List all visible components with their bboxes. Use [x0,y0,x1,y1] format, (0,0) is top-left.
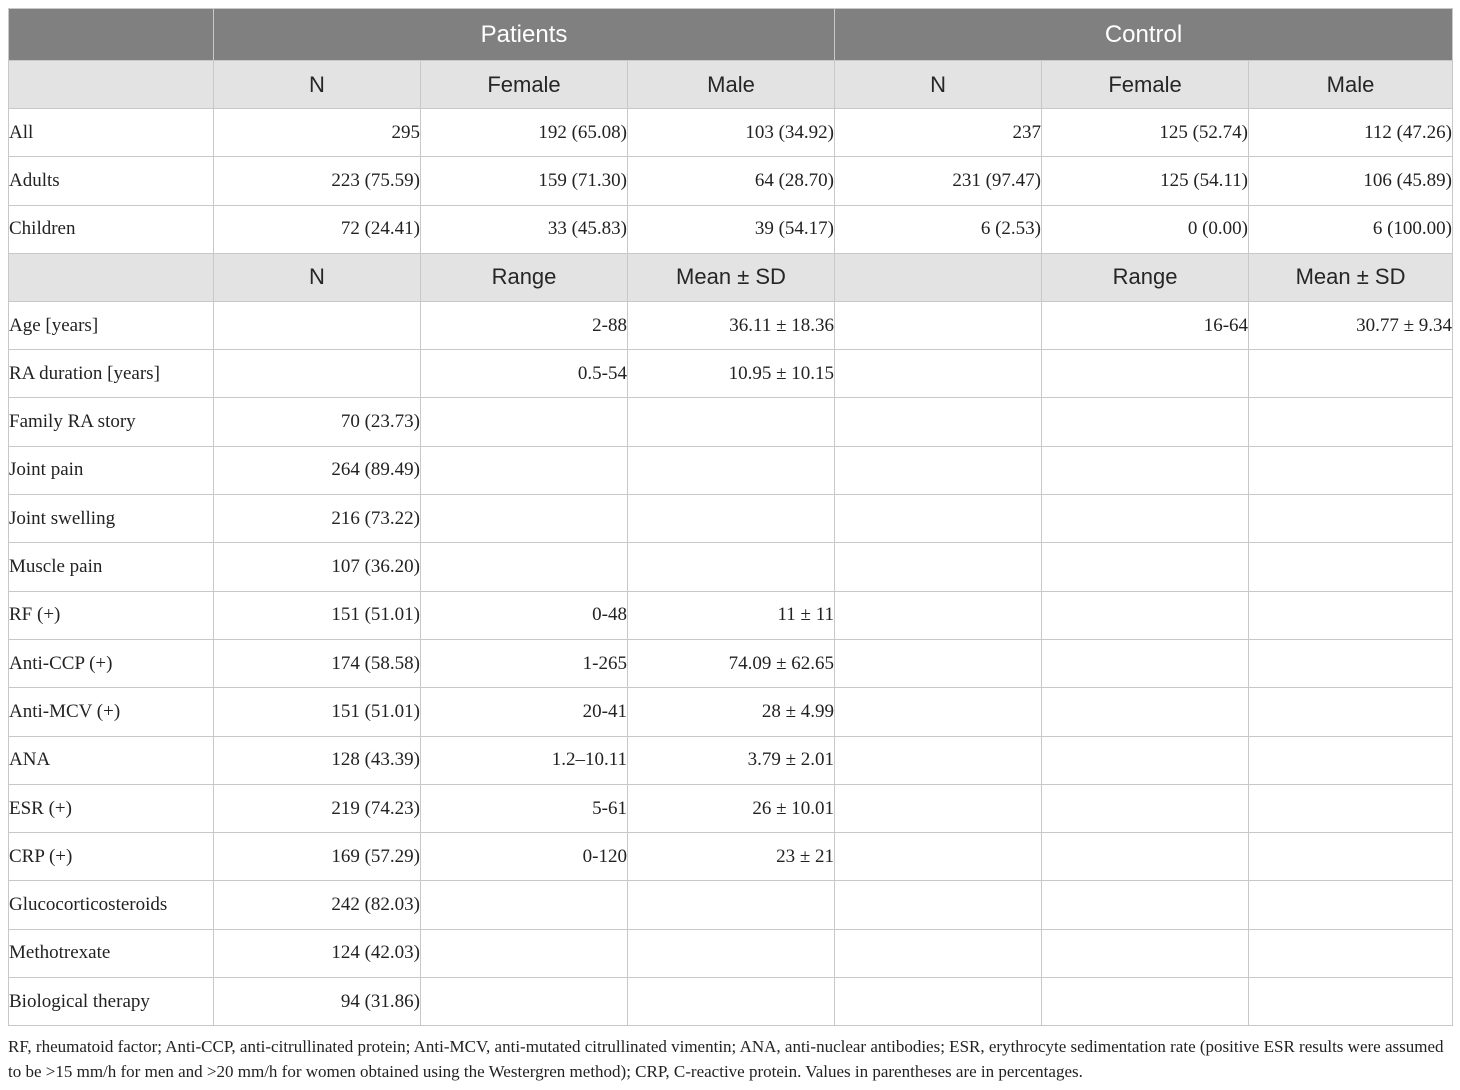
table-cell: 231 (97.47) [835,157,1042,205]
table-cell [835,639,1042,687]
table-cell: 106 (45.89) [1249,157,1453,205]
table-cell [1042,688,1249,736]
table-row [9,784,1453,832]
table-cell: 33 (45.83) [421,205,628,253]
table-cell [1249,350,1453,398]
row-label: RF (+) [9,591,214,639]
table-cell [421,495,628,543]
table-cell [835,446,1042,494]
table-cell: 3.79 ± 2.01 [628,736,835,784]
row-label: Glucocorticosteroids [9,881,214,929]
row-label: Methotrexate [9,929,214,977]
table-cell: 192 (65.08) [421,109,628,157]
table-cell: 0-48 [421,591,628,639]
table-cell [1042,929,1249,977]
column-header: N [835,61,1042,109]
table-cell: 10.95 ± 10.15 [628,350,835,398]
column-header: Range [1042,253,1249,301]
table-row [9,978,1453,1026]
column-header: Male [1249,61,1453,109]
table-cell [835,929,1042,977]
table-cell [1249,736,1453,784]
table-cell [1042,591,1249,639]
table-cell: 16-64 [1042,301,1249,349]
table-cell [1042,350,1249,398]
column-header: Mean ± SD [628,253,835,301]
table-row [9,109,1453,157]
table-cell [1042,398,1249,446]
table-cell [421,543,628,591]
table-cell [835,591,1042,639]
table-cell [421,446,628,494]
group-header-row [9,9,1453,61]
table-cell: 0-120 [421,833,628,881]
table-cell: 1-265 [421,639,628,687]
table-cell [1042,543,1249,591]
row-label: ANA [9,736,214,784]
table-cell: 237 [835,109,1042,157]
table-cell [1042,736,1249,784]
table-cell [1042,833,1249,881]
row-label: Biological therapy [9,978,214,1026]
table-cell [1249,639,1453,687]
column-header: Female [1042,61,1249,109]
table-cell: 0.5-54 [421,350,628,398]
table-cell [835,978,1042,1026]
table-cell [628,881,835,929]
table-cell [1249,929,1453,977]
table-cell [1042,978,1249,1026]
table-cell: 169 (57.29) [214,833,421,881]
table-cell: 70 (23.73) [214,398,421,446]
table-cell: 36.11 ± 18.36 [628,301,835,349]
group-header-patients: Patients [214,9,835,61]
table-cell [1042,881,1249,929]
column-header: Female [421,61,628,109]
row-label: Anti-CCP (+) [9,639,214,687]
column-header: N [214,61,421,109]
table-cell [1249,398,1453,446]
table-cell [835,543,1042,591]
table-cell: 125 (54.11) [1042,157,1249,205]
table-cell [835,398,1042,446]
table-cell: 0 (0.00) [1042,205,1249,253]
table-cell [214,301,421,349]
data-table [8,8,1453,1026]
table-row [9,591,1453,639]
table-cell [835,736,1042,784]
table-cell: 30.77 ± 9.34 [1249,301,1453,349]
row-label: Anti-MCV (+) [9,688,214,736]
table-row [9,350,1453,398]
row-label: Children [9,205,214,253]
table-cell [1249,495,1453,543]
group-header-blank [9,9,214,61]
table-cell: 107 (36.20) [214,543,421,591]
table-row [9,205,1453,253]
table-cell [628,495,835,543]
table-cell [628,543,835,591]
table-cell [1249,688,1453,736]
table-cell: 174 (58.58) [214,639,421,687]
table-row [9,736,1453,784]
column-header [835,253,1042,301]
column-header [9,253,214,301]
table-cell: 264 (89.49) [214,446,421,494]
row-label: CRP (+) [9,833,214,881]
table-cell [421,398,628,446]
table-cell [628,929,835,977]
table-row [9,157,1453,205]
table-cell [628,446,835,494]
column-header: Mean ± SD [1249,253,1453,301]
table-cell: 216 (73.22) [214,495,421,543]
table-cell [628,978,835,1026]
table-cell [835,833,1042,881]
table-footnote: RF, rheumatoid factor; Anti-CCP, anti-citrullinated protein; Anti-MCV, anti-mutated citrullinated vimentin; ANA, anti-nuclear antibodies; ESR, erythrocyte sedimentation rate (positive ESR results were assumed to be >15 mm/h for men and >20 mm/h for women obtained using the Westergren method); CRP, C-reactive protein. Values in parentheses are in percentages. [8,1037,1444,1081]
table-cell [835,784,1042,832]
table-cell: 94 (31.86) [214,978,421,1026]
table-cell [1042,495,1249,543]
table-cell: 112 (47.26) [1249,109,1453,157]
table-row [9,833,1453,881]
table-cell [1249,446,1453,494]
table-cell [628,398,835,446]
table-row [9,495,1453,543]
table-cell [1249,591,1453,639]
table-cell [835,495,1042,543]
table-cell: 6 (100.00) [1249,205,1453,253]
table-row [9,543,1453,591]
table-cell: 74.09 ± 62.65 [628,639,835,687]
table-cell: 1.2–10.11 [421,736,628,784]
table-cell: 159 (71.30) [421,157,628,205]
table-cell [835,688,1042,736]
table-cell: 6 (2.53) [835,205,1042,253]
sub-header-row-counts [9,61,1453,109]
table-row [9,639,1453,687]
column-header: Range [421,253,628,301]
table-cell [1042,639,1249,687]
table-cell: 103 (34.92) [628,109,835,157]
table-cell: 72 (24.41) [214,205,421,253]
table-cell: 26 ± 10.01 [628,784,835,832]
table-cell [835,350,1042,398]
table-row [9,929,1453,977]
row-label: Joint swelling [9,495,214,543]
table-cell: 151 (51.01) [214,688,421,736]
column-header [9,61,214,109]
table-cell [1042,784,1249,832]
table-cell: 223 (75.59) [214,157,421,205]
table-cell [835,301,1042,349]
table-cell: 242 (82.03) [214,881,421,929]
table-cell [421,881,628,929]
row-label: ESR (+) [9,784,214,832]
table-cell [421,978,628,1026]
table-cell: 64 (28.70) [628,157,835,205]
row-label: Joint pain [9,446,214,494]
table-row [9,446,1453,494]
row-label: Muscle pain [9,543,214,591]
table-cell [421,929,628,977]
table-cell: 2-88 [421,301,628,349]
table-cell [1249,543,1453,591]
sub-header-row-stats [9,253,1453,301]
table-cell: 23 ± 21 [628,833,835,881]
table-cell: 39 (54.17) [628,205,835,253]
table-row [9,688,1453,736]
table-cell [1042,446,1249,494]
table-cell [835,881,1042,929]
row-label: RA duration [years] [9,350,214,398]
column-header: Male [628,61,835,109]
table-cell: 219 (74.23) [214,784,421,832]
row-label: Age [years] [9,301,214,349]
row-label: Adults [9,157,214,205]
group-header-control: Control [835,9,1453,61]
table-cell: 20-41 [421,688,628,736]
row-label: All [9,109,214,157]
table-row [9,301,1453,349]
row-label: Family RA story [9,398,214,446]
table-cell: 151 (51.01) [214,591,421,639]
table-cell: 295 [214,109,421,157]
table-cell [1249,784,1453,832]
table-cell [1249,833,1453,881]
table-cell: 5-61 [421,784,628,832]
table-cell: 124 (42.03) [214,929,421,977]
table-cell: 128 (43.39) [214,736,421,784]
table-cell: 11 ± 11 [628,591,835,639]
table-cell [1249,881,1453,929]
table-cell: 28 ± 4.99 [628,688,835,736]
table-row [9,881,1453,929]
table-cell [1249,978,1453,1026]
table-row [9,398,1453,446]
table-cell: 125 (52.74) [1042,109,1249,157]
table-cell [214,350,421,398]
column-header: N [214,253,421,301]
